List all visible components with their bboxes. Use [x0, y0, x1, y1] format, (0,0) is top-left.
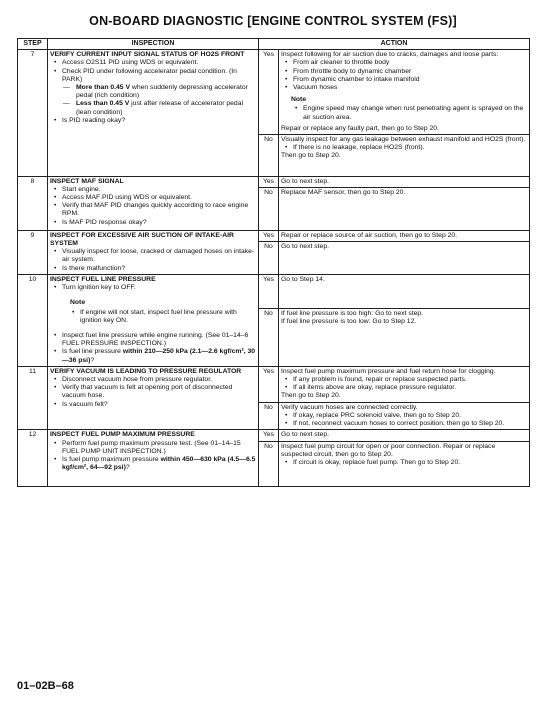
list-item: • If circuit is okay, replace fuel pump. Then go to Step 20. [293, 459, 527, 467]
list-item: • Verify that MAF PID changes quickly according to race engine RPM. [62, 202, 256, 218]
no-label: No [259, 135, 279, 177]
action-cell: Go to next step. [279, 430, 530, 441]
inspection-list [50, 376, 256, 409]
action-cell: Replace MAF sensor, then go to Step 20. [279, 187, 530, 230]
action-cell: Inspect fuel pump circuit for open or poor connection. Repair or replace suspected circuit, then go to Step 20. • If circuit is okay, replace fuel pump. Then go to Step 20. [279, 441, 530, 487]
action-list [281, 59, 527, 92]
inspection-list [50, 284, 256, 292]
action-cell: Go to next step. [279, 242, 530, 275]
list-item: • From air cleaner to throttle body [293, 59, 527, 67]
note-list [50, 309, 256, 325]
list-item: • Vacuum hoses [293, 84, 527, 92]
list-item: • Start engine. [62, 186, 256, 194]
table-row-step-9 [18, 230, 530, 241]
table-row-step-7 [18, 50, 530, 135]
page-title: ON-BOARD DIAGNOSTIC [ENGINE CONTROL SYSTEM (FS)] [89, 14, 457, 28]
table-row-step-10 [18, 275, 530, 309]
header-step: STEP [18, 39, 48, 50]
list-item: • If all items above are okay, replace pressure regulator. [293, 384, 527, 392]
table-row-step-12 [18, 430, 530, 441]
action-cell: Verify vacuum hoses are connected correctly. • If okay, replace PRC solenoid valve, then go to Step 20. • If not, reconnect vacuum hoses to correct position, then go to Step 20. [279, 402, 530, 430]
list-item: • Perform fuel pump maximum pressure test. (See 01–14–15 FUEL PUMP UNIT INSPECTION.) [62, 440, 256, 456]
list-item: • Inspect fuel line pressure while engine running. (See 01–14–6 FUEL PRESSURE INSPECTION.) [62, 332, 256, 348]
list-item: • Turn ignition key to OFF. [62, 284, 256, 292]
yes-label: Yes [259, 230, 279, 241]
action-cell: If fuel line pressure is too high: Go to next step. If fuel line pressure is too low: Go to Step 12. [279, 308, 530, 366]
action-list [281, 412, 527, 428]
step-number: 11 [18, 366, 48, 429]
inspection-heading: VERIFY CURRENT INPUT SIGNAL STATUS OF HO2S FRONT [50, 51, 245, 59]
note-list [281, 105, 527, 121]
step-number: 7 [18, 50, 48, 176]
yes-label: Yes [259, 176, 279, 187]
inspection-cell [48, 366, 259, 429]
action-list [281, 376, 527, 392]
list-item: • Access O2S11 PID using WDS or equivalent. [62, 59, 256, 67]
sub-list [62, 84, 256, 117]
list-item: • If engine will not start, inspect fuel line pressure with ignition key ON. [80, 309, 256, 325]
inspection-cell [48, 230, 259, 274]
step-number: 9 [18, 230, 48, 274]
list-item: • Is vacuum felt? [62, 401, 256, 409]
list-item: • Is fuel pump maximum pressure within 450—630 kPa (4.5—6.5 kgf/cm², 64—92 psi)? [62, 456, 256, 472]
header-action: ACTION [259, 39, 530, 50]
no-label: No [259, 187, 279, 230]
note-title: Note [291, 96, 307, 104]
inspection-cell [48, 430, 259, 487]
table-row-step-11 [18, 366, 530, 402]
step-number: 10 [18, 275, 48, 367]
action-list [281, 459, 527, 467]
list-item: • Access MAF PID using WDS or equivalent. [62, 194, 256, 202]
table-row-step-8 [18, 176, 530, 187]
list-item: • If not, reconnect vacuum hoses to correct position, then go to Step 20. [293, 420, 527, 428]
action-cell: Repair or replace source of air suction, then go to Step 20. [279, 230, 530, 241]
list-item: • Check PID under following accelerator pedal condition. (In PARK) — More than 0.45 V when suddenly depressing accelerator pedal (rich condition) — Less than 0.45 V just after release of accelerator pedal (lean condition) [62, 68, 256, 117]
list-item: • Engine speed may change when rust penetrating agent is sprayed on the air suction area. [303, 105, 527, 121]
page-number: 01–02B–68 [17, 680, 74, 692]
yes-label: Yes [259, 366, 279, 402]
no-label: No [259, 402, 279, 430]
no-label: No [259, 242, 279, 275]
note-title: Note [70, 299, 86, 307]
step-number: 8 [18, 176, 48, 230]
action-cell: Inspect fuel pump maximum pressure and fuel return hose for clogging. • If any problem is found, repair or replace suspected parts. • If all items above are okay, replace pressure regulator. Then go to Step 20. [279, 366, 530, 402]
list-item: • Visually inspect for loose, cracked or damaged hoses on intake-air system. [62, 248, 256, 264]
action-cell: Inspect following for air suction due to cracks, damages and loose parts: • From air cleaner to throttle body • From throttle body to dynamic chamber • From dynamic chamber to intake manifold • Vacuum hoses Note • Engine speed may change when rust penetrating agent is sprayed on the air suction area. Repair or replace any faulty part, then go to Step 20. [279, 50, 530, 135]
list-item: • If there is no leakage, replace HO2S (front). [293, 144, 527, 152]
inspection-list [50, 59, 256, 125]
yes-label: Yes [259, 430, 279, 441]
inspection-cell [48, 176, 259, 230]
list-item: — More than 0.45 V when suddenly depressing accelerator pedal (rich condition) [76, 84, 256, 100]
diagnostic-table [17, 38, 530, 487]
no-label: No [259, 308, 279, 366]
no-label: No [259, 441, 279, 487]
inspection-heading: VERIFY VACUUM IS LEADING TO PRESSURE REGULATOR [50, 367, 242, 375]
list-item: — Less than 0.45 V just after release of accelerator pedal (lean condition) [76, 100, 256, 116]
list-item: • If okay, replace PRC solenoid valve, then go to Step 20. [293, 412, 527, 420]
inspection-list [50, 332, 256, 365]
list-item: • Is PID reading okay? [62, 117, 256, 125]
list-item: • From throttle body to dynamic chamber [293, 68, 527, 76]
action-list [281, 144, 527, 152]
action-cell: Go to Step 14. [279, 275, 530, 309]
inspection-list [50, 186, 256, 227]
inspection-heading: INSPECT FUEL LINE PRESSURE [50, 276, 156, 284]
inspection-heading: INSPECT FUEL PUMP MAXIMUM PRESSURE [50, 431, 195, 439]
table-header-row [18, 39, 530, 50]
header-inspection: INSPECTION [48, 39, 259, 50]
inspection-heading: INSPECT MAF SIGNAL [50, 177, 124, 185]
yes-label: Yes [259, 50, 279, 135]
list-item: • From dynamic chamber to intake manifold [293, 76, 527, 84]
inspection-cell [48, 50, 259, 176]
list-item: • Is MAF PID response okay? [62, 219, 256, 227]
step-number: 12 [18, 430, 48, 487]
inspection-cell [48, 275, 259, 367]
action-cell: Visually inspect for any gas leakage between exhaust manifold and HO2S (front). • If there is no leakage, replace HO2S (front). Then go to Step 20. [279, 135, 530, 177]
list-item: • Is there malfunction? [62, 265, 256, 273]
inspection-list [50, 440, 256, 473]
list-item: • Disconnect vacuum hose from pressure regulator. [62, 376, 256, 384]
list-item: • Verify that vacuum is felt at opening port of disconnected vacuum hose. [62, 384, 256, 400]
list-item: • If any problem is found, repair or replace suspected parts. [293, 376, 527, 384]
inspection-list [50, 248, 256, 273]
inspection-heading: INSPECT FOR EXCESSIVE AIR SUCTION OF INTAKE-AIR SYSTEM [50, 231, 234, 248]
list-item: • Is fuel line pressure within 210—250 kPa (2.1—2.6 kgf/cm², 30—36 psi)? [62, 348, 256, 364]
action-cell: Go to next step. [279, 176, 530, 187]
yes-label: Yes [259, 275, 279, 309]
